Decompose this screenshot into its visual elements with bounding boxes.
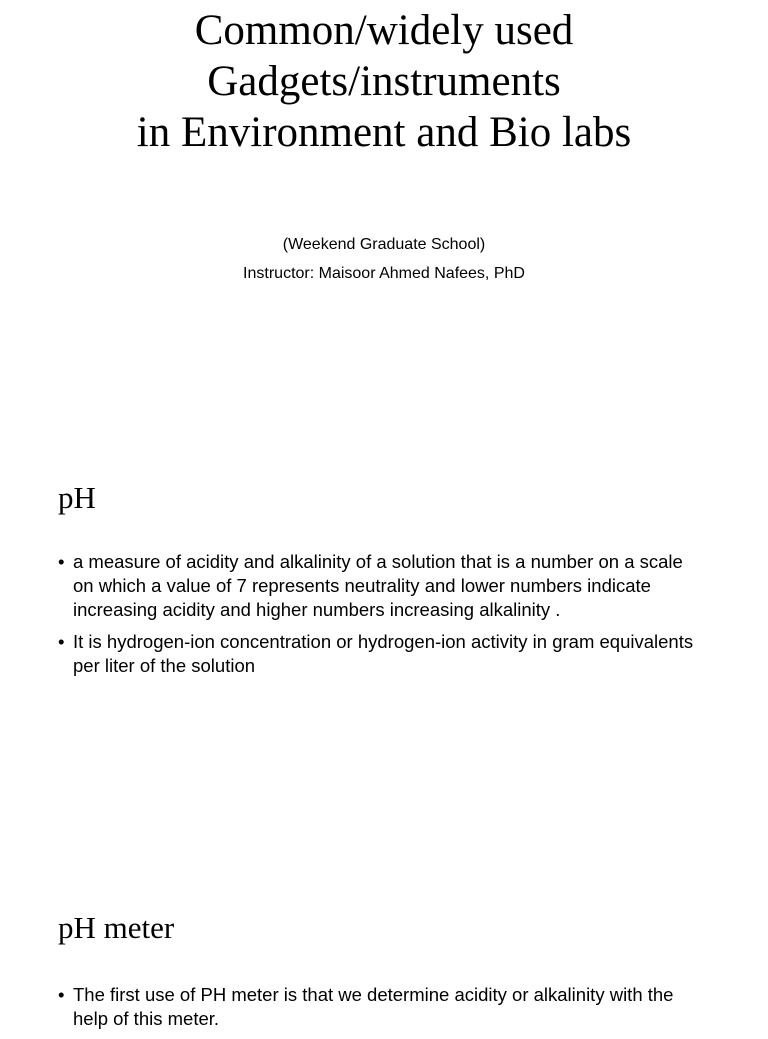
bullet-text: a measure of acidity and alkalinity of a solution that is a number on a scale on which a value of 7 represents neutrality and lower numbers indicate increasing acidity and higher numbers increasing alkalinity . [73, 551, 683, 620]
ph-slide [0, 470, 768, 770]
slide-title: pH [58, 480, 96, 515]
title-slide [0, 0, 768, 400]
main-title [0, 5, 768, 158]
bullet-item [58, 630, 708, 678]
bullet-marker: • [58, 984, 65, 1005]
main-title-line-2: Gadgets/instruments [207, 58, 561, 105]
bullet-item [58, 550, 708, 622]
subtitle: (Weekend Graduate School) [282, 236, 486, 253]
bullet-list [58, 983, 708, 1039]
bullet-list [58, 550, 708, 686]
main-title-line-1: Common/widely used [194, 7, 574, 54]
subtitle-block [0, 230, 768, 288]
main-title-line-3: in Environment and Bio labs [136, 109, 632, 156]
bullet-text: The first use of PH meter is that we determine acidity or alkalinity with the help of this meter. [73, 984, 674, 1029]
bullet-text: It is hydrogen-ion concentration or hydrogen-ion activity in gram equivalents per liter of the solution [73, 631, 694, 676]
instructor-line: Instructor: Maisoor Ahmed Nafees, PhD [243, 265, 525, 282]
bullet-marker: • [58, 631, 65, 652]
ph-meter-slide [0, 905, 768, 1029]
slide-title: pH meter [58, 910, 175, 945]
bullet-marker: • [58, 551, 65, 572]
